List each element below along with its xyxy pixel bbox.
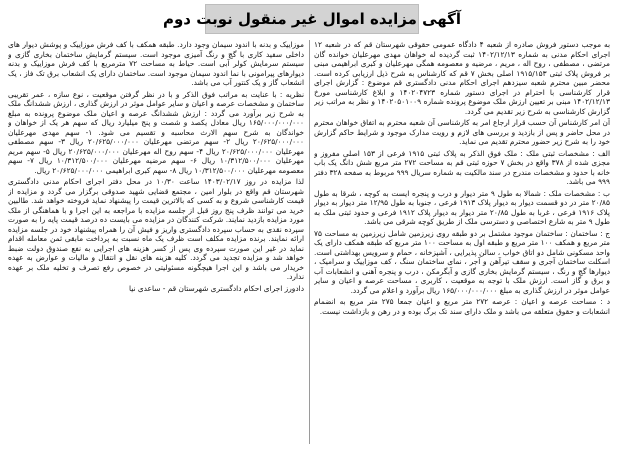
paragraph: ب : مشخصات ملک : شمالا به طول ۹ متر دیوار و درب و پنجره ایست به کوچه ، شرقا به طول ۲۰/۸۵ متر در دو قسمت دیوار به دیوار پلاک ۱۹۱۳ فرعی ، جنوبا به طول ۱۲/۹۵ متر دیوار به دیوار پلاک ۱۹۱۶ فرعی ، غربا به طول ۲۰/۸۵ متر دیوار به دیوار پلاک ۱۹۱۲ فرعی و حدود ثبتی ملک به طول ۹ متر به شارع اختصاصی و دسترسی ملک از طریق کوچه شرقی می باشد. <box>314 188 610 226</box>
title-banner <box>162 4 462 34</box>
paragraph: موزاییک و بدنه با اندود سیمان وجود دارد. طبقه همکف با کف فرش موزاییک و پوشش دیوار های داخلی سفید کاری با گچ و رنگ آمیزی موجود است. سیستم گرمایش ساختمان بخاری گازی و سیستم سرمایش کولر آبی است. حیاط به مساحت ۷۲ مترمربع با کف فرش موزاییک و بدنه دیوارهای پیرامونی با نما اندود سیمان موجود است. ساختمان دارای یک انشعاب برق تک فاز ، یک انشعاب گاز و یک کنتور آب می باشد. <box>8 40 304 87</box>
paragraph: لذا مزایده در روز ۱۴۰۳/۰۲/۱۷ ساعت ۱۰/۳۰ در محل دفتر اجرای احکام مدنی دادگستری شهرستان قم واقع در بلوار امین ، مجتمع قضایی شهید صدوقی برگزار می گردد و مزایده از قیمت کارشناسی شروع و به کسی که بالاترین قیمت را پیشنهاد نماید فروخته خواهد شد. طالبین خرید می توانند ظرف پنج روز قبل از جلسه مزایده با مراجعه به این اجرا و با هماهنگی از ملک مورد مزایده بازدید نمایند. شرکت کنندگان در مزایده می بایست ده درصد قیمت پایه را به صورت سپرده نقدی به حساب سپرده دادگستری واریز و فیش آن را همراه پیشنهاد خود در جلسه مزایده ارائه نمایند. برنده مزایده مکلف است ظرف یک ماه نسبت به پرداخت مابقی ثمن معامله اقدام نماید در غیر این صورت سپرده وی پس از کسر هزینه های اجرایی به نفع صندوق دولت ضبط خواهد شد و مزایده تجدید می گردد. کلیه هزینه های نقل و انتقال و مالیات و عوارض به عهده خریدار می باشد و این اجرا هیچگونه مسئولیتی در خصوص رفع تصرف و تخلیه ملک بر عهده ندارد. <box>8 177 304 281</box>
paragraph: آن امر کارشناس آن حسب قرار ارجاع امر به کارشناسی آن شعبه محترم به اتفاق خواهان محترم در محل حاضر و پس از بازدید و بررسی های لازم و رویت مدارک موجود و شرایط حاکم گزارش خود را به شرح زیر حضور محترم تقدیم می نماید. <box>314 118 610 146</box>
page-title: آگهی مزایده اموال غیر منقول نوبت دوم <box>162 10 462 28</box>
paragraph: ج : ساختمان : ساختمان موجود مشتمل بر دو طبقه روی زیرزمین شامل زیرزمین به مساحت ۷۵ متر مربع و همکف ۱۰۰ متر مربع و طبقه اول به مساحت ۱۰۰ متر مربع که طبقه همکف دارای یک واحد مسکونی شامل دو اتاق خواب ، سالن پذیرایی ، آشپزخانه ، حمام و سرویس بهداشتی است. اسکلت ساختمان آجری و سقف تیرآهن و آجر ، نمای ساختمان سنگ ، کف موزاییک و سرامیک ، دیوارها گچ و رنگ ، سیستم گرمایش بخاری گازی و آبگرمکن ، درب و پنجره آهنی و انشعابات آب و برق و گاز است. ارزش ملک با توجه به موقعیت ، کاربری ، مساحت عرصه و اعیان و سایر عوامل موثر در ارزش گذاری به مبلغ ۱۶۵/۰۰۰/۰۰۰/۰۰۰ ریال برآورد و اعلام می گردد. <box>314 228 610 295</box>
paragraph: الف : مشخصات ثبتی ملک : ملک فوق الذکر به پلاک ثبتی ۱۹۱۵ فرعی از ۱۵۳ اصلی مفروز و مجزی شده از ۳۷۸ واقع در بخش ۷ حوزه ثبتی قم به مساحت ۲۷۲ متر مربع شش دانگ یک باب خانه با حدود و مشخصات مندرج در سند مالکیت به شماره سریال ۹۹۹ مربوط به صفحه ۳۲۸ دفتر ۹۹۹ می باشد. <box>314 148 610 186</box>
column-divider <box>309 40 310 444</box>
text-column-right <box>314 40 610 444</box>
signature-line: دادورز اجرای احکام دادگستری شهرستان قم - ساعدی نیا <box>128 283 304 293</box>
text-column-left <box>8 40 304 444</box>
paragraph: د : مساحت عرصه و اعیان : عرصه ۲۷۲ متر مربع و اعیان جمعا ۲۷۵ متر مربع به انضمام انشعابات و حقوق متعلقه می باشد و ملک دارای سند تک برگ بوده و در رهن و بازداشت نیست. <box>314 297 610 316</box>
paragraph: به موجب دستور فروش صادره از شعبه ۴ دادگاه عمومی حقوقی شهرستان قم که در شعبه ۱۲ اجرای احکام مدنی به شماره ۱۴۰۲/۱۲/۱۳ ثبت گردیده له خواهان مهدی مهرعلیان خوانده گان مرتضی ، مصطفی ، روح اله ، مریم ، مرضیه و معصومه همگی مهرعلیان و کبری ابراهیمی مبنی بر فروش پلاک ثبتی ۱۹۱۵/۱۵۳ اصلی بخش ۷ قم که کارشناس به شرح ذیل ارزیابی کرده است. محضر مبین محترم شعبه سیزدهم اجرای احکام مدنی دادگستری قم موضوع : گزارش اجرای قرار کارشناسی با احترام در اجرای دستور شماره ۱۴۰۲۰۴۷۲۳ و ابلاغ کارشناسی مورخ ۱۴۰۲/۱۲/۱۳ مبنی بر تعیین ارزش ملک موضوع پرونده شماره ۱۴۰۲۰۵۰۱۰۰۹ و نظر به مراتب زیر گزارش کارشناسی به شرح زیر تقدیم می گردد. <box>314 40 610 116</box>
paragraph: نظریه : با عنایت به مراتب فوق الذکر و با در نظر گرفتن موقعیت ، نوع سازه ، عمر تقریبی ساختمان و مشخصات عرصه و اعیان و سایر عوامل موثر در ارزش گذاری ، ارزش ششدانگ ملک به شرح زیر برآورد می گردد : ارزش ششدانگ عرصه و اعیان ملک موضوع پرونده به مبلغ ۱۶۵/۰۰۰/۰۰۰/۰۰۰ ریال معادل یکصد و شصت و پنج میلیارد ریال که سهم هر یک از خواهان و خواندگان به شرح سهم الارث محاسبه و تقسیم می شود. ۱- سهم مهدی مهرعلیان ۲۰/۶۲۵/۰۰۰/۰۰۰ ریال ۲- سهم مرتضی مهرعلیان ۲۰/۶۲۵/۰۰۰/۰۰۰ ریال ۳- سهم مصطفی مهرعلیان ۲۰/۶۲۵/۰۰۰/۰۰۰ ریال ۴- سهم روح اله مهرعلیان ۲۰/۶۲۵/۰۰۰/۰۰۰ ریال ۵- سهم مریم مهرعلیان ۱۰/۳۱۲/۵۰۰/۰۰۰ ریال ۶- سهم مرضیه مهرعلیان ۱۰/۳۱۲/۵۰۰/۰۰۰ ریال ۷- سهم معصومه مهرعلیان ۱۰/۳۱۲/۵۰۰/۰۰۰ ریال ۸- سهم کبری ابراهیمی ۲۰/۶۲۵/۰۰۰/۰۰۰ ریال. <box>8 89 304 175</box>
